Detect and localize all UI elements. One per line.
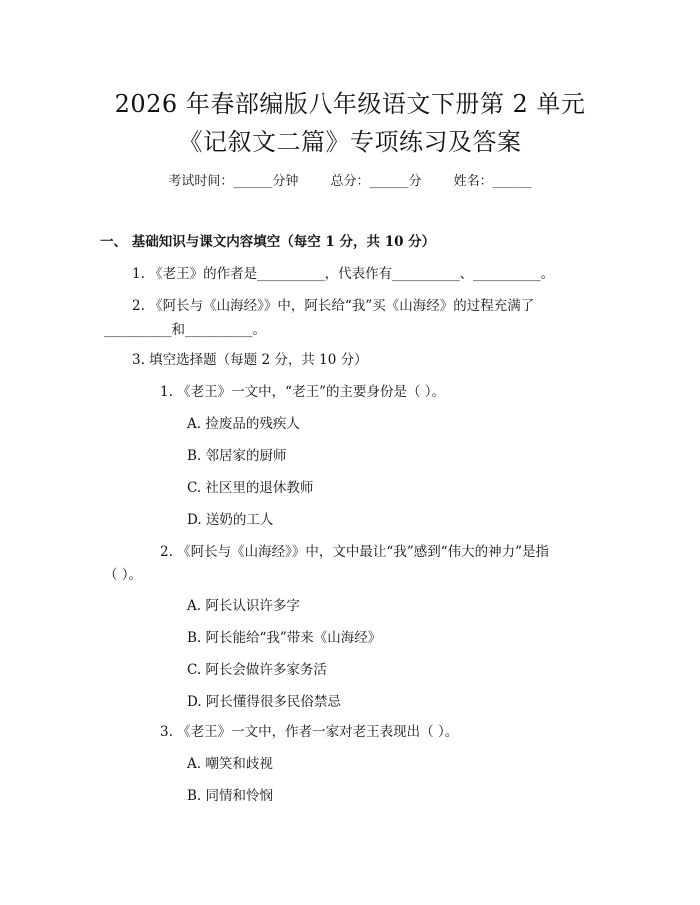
- question-3: 3. 填空选择题（每题 2 分，共 10 分）: [132, 352, 368, 368]
- total-score-field: 总分：______分: [330, 174, 422, 189]
- exam-time-field: 考试时间：______分钟: [168, 174, 299, 189]
- choice-option: B. 同情和怜悯: [187, 788, 274, 804]
- title-line-2: 《记叙文二篇》专项练习及答案: [178, 128, 522, 156]
- choice-option: C. 阿长会做许多家务活: [187, 662, 327, 678]
- question-2-line-1: 2. 《阿长与《山海经》》中，阿长给“我”买《山海经》的过程充满了: [132, 298, 535, 314]
- choice-option: B. 邻居家的厨师: [187, 448, 287, 464]
- section-1-heading: 一、 基础知识与课文内容填空（每空 1 分，共 10 分）: [100, 234, 436, 250]
- choice-question-2-line-2: （ ）。: [104, 567, 143, 583]
- choice-question-1: 1. 《老王》一文中，“老王”的主要身份是（ ）。: [160, 384, 446, 400]
- exam-info: [0, 170, 700, 189]
- choice-option: D. 送奶的工人: [187, 512, 274, 528]
- student-name-field: 姓名：______: [453, 174, 532, 189]
- choice-option: A. 嘲笑和歧视: [187, 756, 273, 772]
- choice-option: B. 阿长能给“我”带来《山海经》: [187, 630, 382, 646]
- choice-option: C. 社区里的退休教师: [187, 480, 314, 496]
- question-1: 1. 《老王》的作者是__________，代表作有__________、__________。: [132, 266, 555, 282]
- choice-option: A. 阿长认识许多字: [187, 598, 300, 614]
- choice-option: A. 捡废品的残疾人: [187, 416, 300, 432]
- title-line-1: 2026 年春部编版八年级语文下册第 2 单元: [114, 90, 586, 118]
- question-2-line-2: __________和__________。: [104, 322, 266, 338]
- choice-question-3: 3. 《老王》一文中，作者一家对老王表现出（ ）。: [160, 724, 459, 740]
- choice-question-2-line-1: 2. 《阿长与《山海经》》中，文中最让“我”感到“伟大的神力”是指: [160, 544, 550, 560]
- choice-option: D. 阿长懂得很多民俗禁忌: [187, 694, 341, 710]
